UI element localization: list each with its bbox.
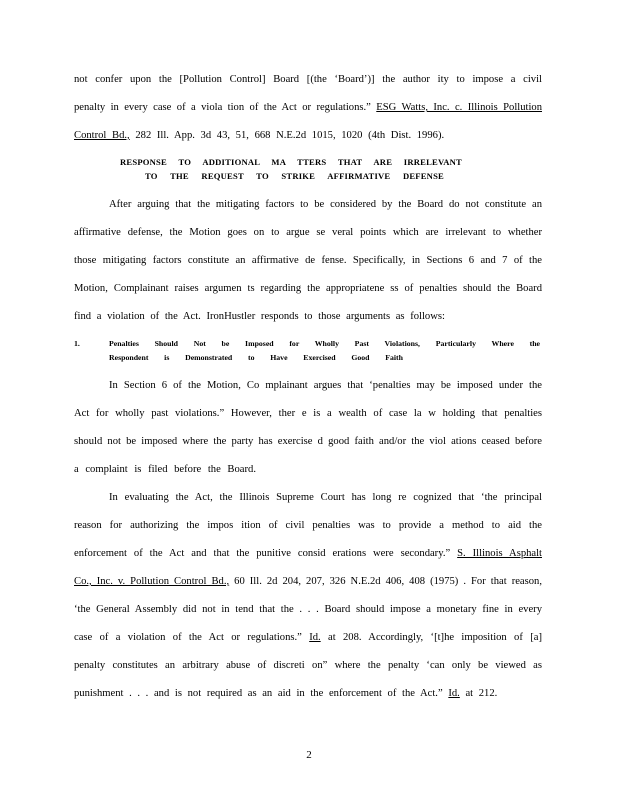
body-text: case of a violation of the Act or regulations.”: [74, 632, 302, 643]
body-line: Motion, Complainant raises argumen ts regarding the appropriatene ss of penalties should the Board: [74, 283, 542, 294]
body-line: penalty constitutes an arbitrary abuse of discreti on” where the penalty ‘can only be viewed as: [74, 660, 542, 671]
body-line: should not be imposed where the party has exercise d good faith and/or the viol ations ceased before: [74, 436, 542, 447]
body-line: reason for authorizing the impos ition of civil penalties was to provide a method to aid the: [74, 520, 542, 531]
body-line: Act for wholly past violations.” However, ther e is a wealth of case la w holding that penalties: [74, 408, 542, 419]
body-line: find a violation of the Act. IronHustler responds to those arguments as follows:: [74, 311, 445, 322]
body-text: punishment . . . and is not required as an aid in the enforcement of the Act.”: [74, 688, 443, 699]
case-citation: Control Bd.,: [74, 130, 130, 141]
id-citation: Id.: [309, 632, 321, 643]
body-line: affirmative defense, the Motion goes on to argue se veral points which are irrelevant to whether: [74, 227, 542, 238]
subheading-number: 1.: [74, 339, 80, 348]
case-citation: Co., Inc. v. Pollution Control Bd.,: [74, 576, 230, 587]
id-citation: Id.: [448, 688, 460, 699]
body-text: at 208. Accordingly, ‘[t]he imposition of [a]: [328, 632, 542, 643]
body-line: In Section 6 of the Motion, Co mplainant argues that ‘penalties may be imposed under the: [109, 380, 542, 391]
body-line-with-citation: [74, 687, 542, 701]
body-line-with-citation: [74, 547, 542, 561]
body-line-with-citation: [74, 101, 542, 115]
body-line-with-citation: [74, 575, 542, 589]
body-text: 282 Ill. App. 3d 43, 51, 668 N.E.2d 1015, 1020 (4th Dist. 1996).: [135, 130, 445, 141]
body-line: those mitigating factors constitute an affirmative de fense. Specifically, in Sections 6 and 7 of the: [74, 255, 542, 266]
body-line: After arguing that the mitigating factors to be considered by the Board do not constitute an: [109, 199, 542, 210]
section-heading-line-1: RESPONSE TO ADDITIONAL MA TTERS THAT ARE IRRELEVANT: [120, 157, 462, 167]
case-citation: ESG Watts, Inc. c. Illinois Pollution: [376, 102, 542, 113]
body-line: ‘the General Assembly did not in tend that the . . . Board should impose a monetary fine in every: [74, 604, 542, 615]
body-line-with-citation: [74, 129, 542, 143]
subheading-line-2: Respondent is Demonstrated to Have Exercised Good Faith: [109, 353, 403, 362]
page-number: 2: [306, 749, 312, 761]
body-text: at 212.: [465, 688, 498, 699]
body-line-with-citation: [74, 631, 542, 645]
case-citation: S. Illinois Asphalt: [457, 548, 542, 559]
body-line: a complaint is filed before the Board.: [74, 464, 256, 475]
body-line: In evaluating the Act, the Illinois Supreme Court has long re cognized that ‘the principal: [109, 492, 542, 503]
body-line: not confer upon the [Pollution Control] Board [(the ‘Board’)] the author ity to impose a civil: [74, 74, 542, 85]
body-text: enforcement of the Act and that the punitive consid erations were secondary.”: [74, 548, 451, 559]
subheading-line-1: Penalties Should Not be Imposed for Wholly Past Violations, Particularly Where the: [109, 339, 540, 348]
body-text: 60 Ill. 2d 204, 207, 326 N.E.2d 406, 408 (1975) . For that reason,: [234, 576, 542, 587]
section-heading-line-2: TO THE REQUEST TO STRIKE AFFIRMATIVE DEFENSE: [145, 171, 444, 181]
body-text: penalty in every case of a viola tion of the Act or regulations.”: [74, 102, 371, 113]
